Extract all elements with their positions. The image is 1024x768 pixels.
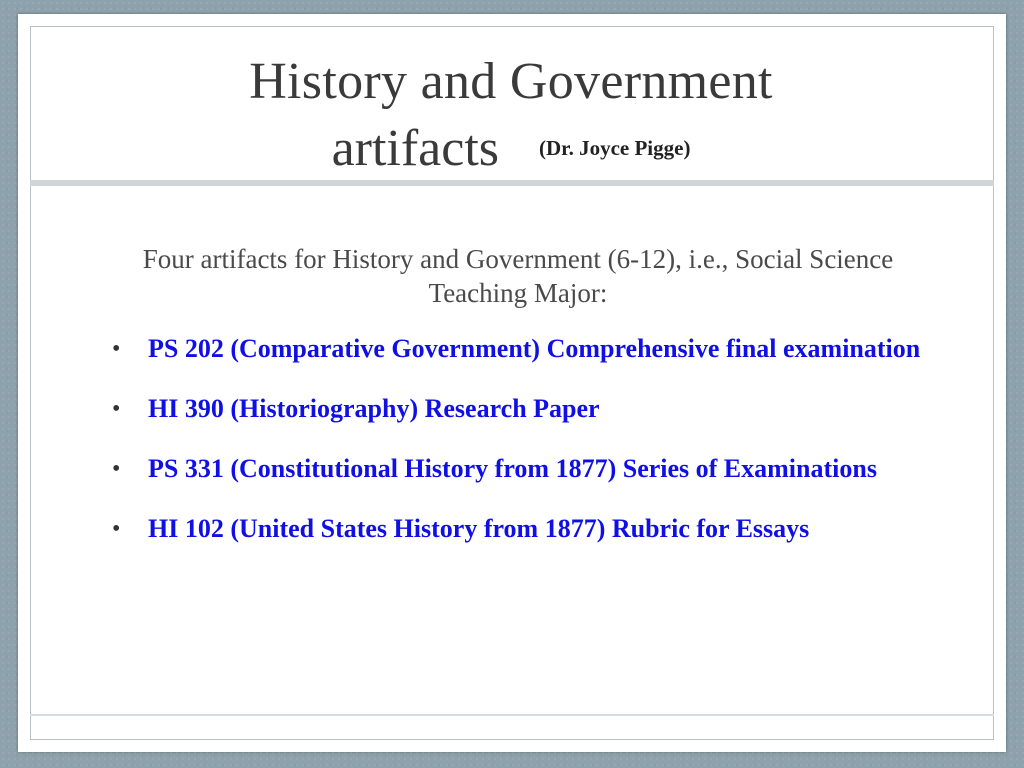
list-item-text: PS 202 (Comparative Government) Comprehensive final examination: [148, 334, 921, 363]
list-item-text: PS 331 (Constitutional History from 1877) Series of Examinations: [148, 454, 877, 483]
list-item: [98, 392, 938, 426]
page-title-line2: [30, 118, 992, 179]
footer-divider: [30, 714, 994, 716]
list-item: [98, 332, 938, 366]
list-item-text: HI 102 (United States History from 1877) Rubric for Essays: [148, 514, 810, 543]
bullet-icon: •: [112, 396, 121, 422]
title-divider: [30, 180, 994, 186]
title-author: (Dr. Joyce Pigge): [539, 136, 691, 160]
artifact-list: [98, 332, 938, 546]
slide-body: [98, 242, 938, 572]
list-item-text: HI 390 (Historiography) Research Paper: [148, 394, 600, 423]
intro-text: Four artifacts for History and Government (6-12), i.e., Social Science Teaching Major:: [142, 244, 894, 308]
title-area: [30, 26, 992, 178]
slide: [18, 14, 1006, 752]
page-title: History and Government: [249, 53, 773, 110]
bullet-icon: •: [112, 336, 121, 362]
title-text-artifacts: artifacts: [331, 120, 500, 177]
bullet-icon: •: [112, 456, 121, 482]
bullet-icon: •: [112, 516, 121, 542]
list-item: [98, 512, 938, 546]
list-item: [98, 452, 938, 486]
